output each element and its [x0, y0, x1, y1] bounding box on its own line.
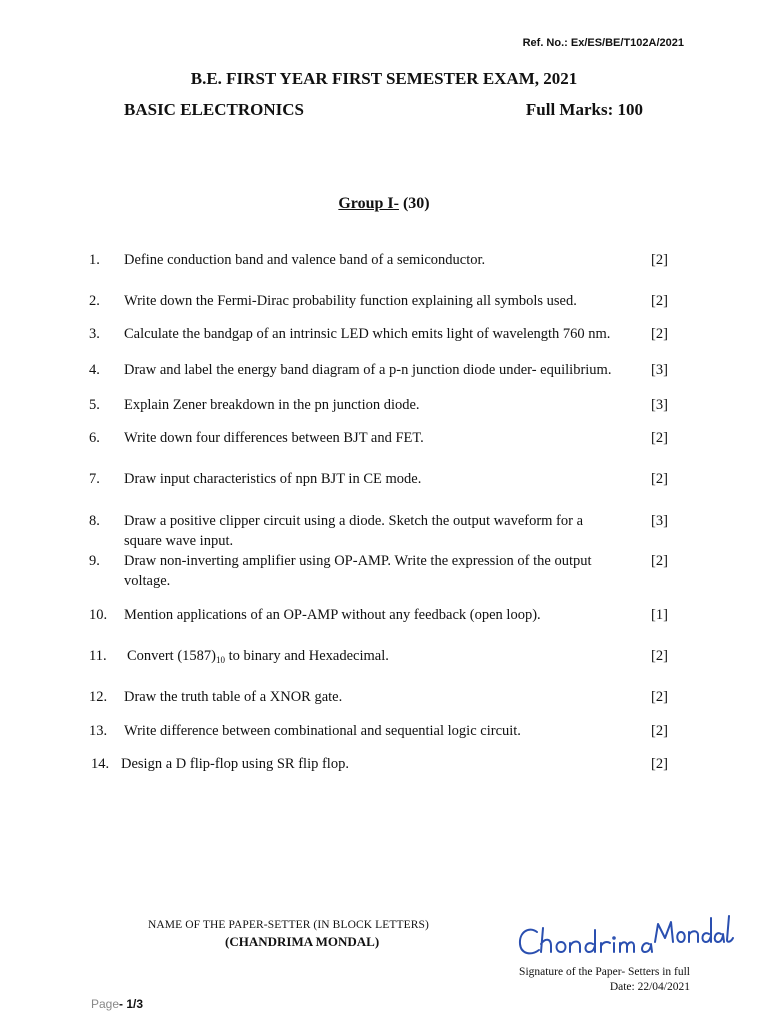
question-number: 8. [89, 513, 100, 529]
question-marks: [2] [651, 471, 668, 487]
question-text-before: Convert (1587) [127, 648, 216, 664]
question-text [127, 646, 632, 670]
question-text: Define conduction band and valence band of a semiconductor. [124, 252, 486, 268]
question-number: 5. [89, 397, 100, 413]
page-label: Page [91, 997, 120, 1011]
question-marks: [3] [651, 397, 668, 413]
question-number: 13. [89, 723, 108, 739]
question-number: 7. [89, 471, 100, 487]
group-title: Group I- [338, 195, 399, 212]
question-marks: [2] [651, 252, 668, 268]
date: Date: 22/04/2021 [609, 981, 690, 993]
question-number: 3. [89, 326, 100, 342]
base-subscript: 10 [216, 655, 225, 665]
question-text: Write down four differences between BJT and FET. [124, 430, 424, 446]
question-marks: [2] [651, 723, 668, 739]
question-text: Draw the truth table of a XNOR gate. [124, 689, 343, 705]
full-marks: Full Marks: 100 [525, 100, 643, 119]
question-number: 12. [89, 689, 108, 705]
question-text: Draw non-inverting amplifier using OP-AMP. Write the expression of the output voltage. [124, 553, 592, 589]
subject-name: BASIC ELECTRONICS [124, 100, 304, 119]
question-number: 4. [89, 362, 100, 378]
reference-number: Ref. No.: Ex/ES/BE/T102A/2021 [522, 37, 684, 49]
question-marks: [2] [651, 326, 668, 342]
question-number: 11. [89, 648, 107, 664]
exam-title: B.E. FIRST YEAR FIRST SEMESTER EXAM, 2021 [190, 69, 578, 88]
question-text: Explain Zener breakdown in the pn junction diode. [124, 397, 420, 413]
question-number: 1. [89, 252, 100, 268]
signature-label: Signature of the Paper- Setters in full [519, 966, 690, 978]
page-number: - 1/3 [119, 997, 144, 1011]
paper-setter-label: NAME OF THE PAPER-SETTER (IN BLOCK LETTERS) [148, 919, 429, 931]
question-text: Draw input characteristics of npn BJT in CE mode. [124, 471, 422, 487]
handwritten-signature [515, 910, 735, 965]
question-number: 6. [89, 430, 100, 446]
question-marks: [3] [651, 362, 668, 378]
question-text: Design a D flip-flop using SR flip flop. [121, 756, 349, 772]
question-number: 9. [89, 553, 100, 569]
question-text: Draw and label the energy band diagram of a p-n junction diode under- equilibrium. [124, 362, 612, 378]
question-text: Write down the Fermi-Dirac probability function explaining all symbols used. [124, 293, 577, 309]
question-marks: [2] [651, 430, 668, 446]
group-marks: (30) [398, 195, 430, 212]
question-text: Mention applications of an OP-AMP without any feedback (open loop). [124, 607, 541, 623]
page-indicator [91, 997, 143, 1011]
group-heading [0, 195, 768, 213]
question-marks: [2] [651, 648, 668, 664]
question-text: Calculate the bandgap of an intrinsic LED which emits light of wavelength 760 nm. [124, 326, 611, 342]
question-marks: [2] [651, 293, 668, 309]
question-marks: [2] [651, 689, 668, 705]
question-marks: [1] [651, 607, 668, 623]
question-number: 14. [91, 756, 110, 772]
question-text: Draw a positive clipper circuit using a diode. Sketch the output waveform for a square wave input. [124, 513, 584, 549]
question-text-after: to binary and Hexadecimal. [225, 648, 389, 664]
paper-setter-name: (CHANDRIMA MONDAL) [225, 934, 380, 949]
question-number: 2. [89, 293, 100, 309]
question-marks: [2] [651, 756, 668, 772]
question-number: 10. [89, 607, 108, 623]
question-text: Write difference between combinational and sequential logic circuit. [124, 723, 521, 739]
question-marks: [3] [651, 513, 668, 529]
question-marks: [2] [651, 553, 668, 569]
